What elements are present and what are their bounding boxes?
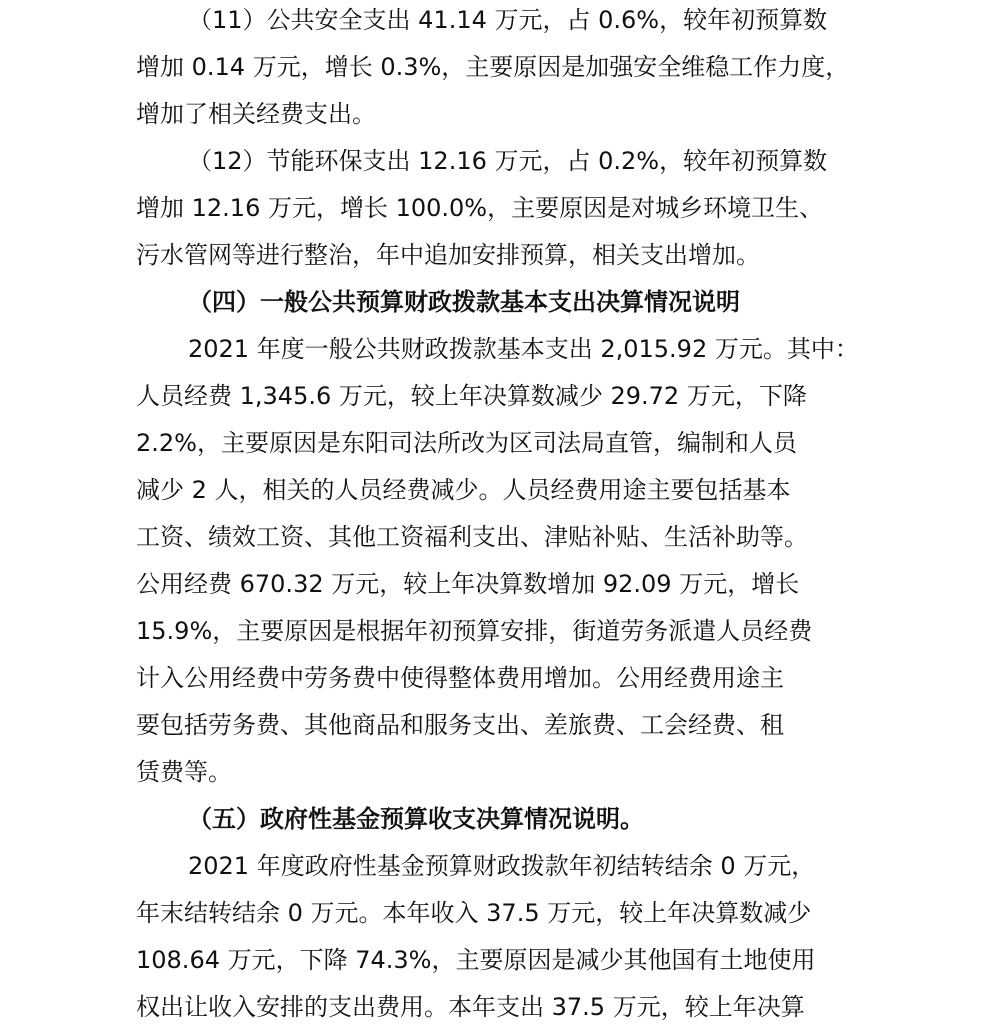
paragraph-line: 增加了相关经费支出。 [136, 100, 376, 128]
paragraph-line: 人员经费 1,345.6 万元，较上年决算数减少 29.72 万元，下降 [136, 382, 807, 410]
paragraph-line: 2021 年度一般公共财政拨款基本支出 2,015.92 万元。其中： [188, 335, 859, 363]
paragraph-line: 增加 0.14 万元，增长 0.3%，主要原因是加强安全维稳工作力度， [136, 53, 850, 81]
paragraph-line: 公用经费 670.32 万元，较上年决算数增加 92.09 万元，增长 [136, 570, 800, 598]
paragraph-line: 增加 12.16 万元，增长 100.0%，主要原因是对城乡环境卫生、 [136, 194, 824, 222]
paragraph-line: 15.9%，主要原因是根据年初预算安排，街道劳务派遣人员经费 [136, 617, 813, 645]
paragraph-line: 污水管网等进行整治，年中追加安排预算，相关支出增加。 [136, 241, 760, 269]
paragraph-line: 权出让收入安排的支出费用。本年支出 37.5 万元，较上年决算 [136, 993, 805, 1021]
section-heading: （四）一般公共预算财政拨款基本支出决算情况说明 [188, 288, 740, 316]
paragraph-line: （11）公共安全支出 41.14 万元，占 0.6%，较年初预算数 [188, 6, 828, 34]
paragraph-line: 2021 年度政府性基金预算财政拨款年初结转结余 0 万元， [188, 852, 816, 880]
section-heading: （五）政府性基金预算收支决算情况说明。 [188, 805, 644, 833]
paragraph-line: （12）节能环保支出 12.16 万元，占 0.2%，较年初预算数 [188, 147, 828, 175]
paragraph-line: 年末结转结余 0 万元。本年收入 37.5 万元，较上年决算数减少 [136, 899, 812, 927]
paragraph-line: 工资、绩效工资、其他工资福利支出、津贴补贴、生活补助等。 [136, 523, 808, 551]
paragraph-line: 108.64 万元，下降 74.3%，主要原因是减少其他国有土地使用 [136, 946, 816, 974]
paragraph-line: 要包括劳务费、其他商品和服务支出、差旅费、工会经费、租 [136, 711, 784, 739]
paragraph-line: 计入公用经费中劳务费中使得整体费用增加。公用经费用途主 [136, 664, 784, 692]
paragraph-line: 2.2%，主要原因是东阳司法所改为区司法局直管，编制和人员 [136, 429, 797, 457]
paragraph-line: 减少 2 人，相关的人员经费减少。人员经费用途主要包括基本 [136, 476, 791, 504]
paragraph-line: 赁费等。 [136, 758, 232, 786]
